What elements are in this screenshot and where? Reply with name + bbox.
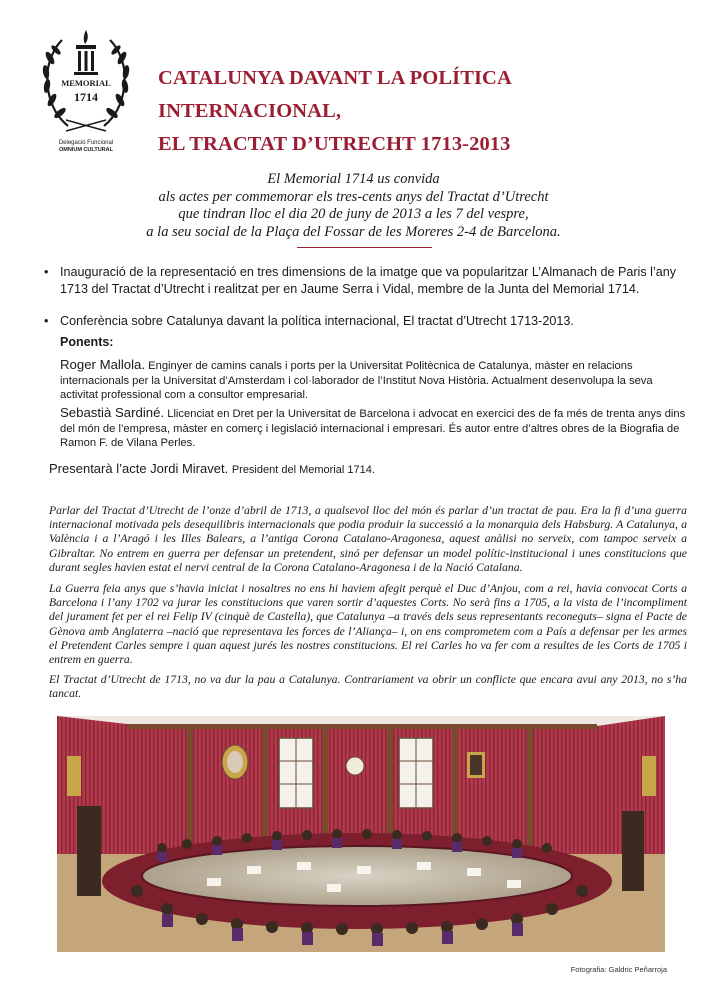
presenter-line — [49, 461, 375, 476]
invitation — [60, 171, 647, 241]
title-line-2: EL TRACTAT D’UTRECHT 1713-2013 — [158, 133, 511, 155]
logo-organization: OMNIUM CULTURAL — [59, 147, 113, 153]
logo-subtitle: Delegació Funcional — [58, 140, 114, 146]
diorama-photo — [57, 716, 665, 952]
memorial-logo — [38, 28, 134, 152]
presenter-text: Presentarà l’acte Jordi Miravet. — [49, 461, 229, 476]
speaker-name: Sebastià Sardiné. — [60, 405, 165, 420]
invitation-line: a la seu social de la Plaça del Fossar de les Moreres 2-4 de Barcelona. — [146, 223, 561, 240]
photo-credit: Fotografia: Galdric Peñarroja — [570, 965, 667, 974]
laurel-wreath-icon — [38, 28, 134, 140]
logo-name: MEMORIAL — [61, 78, 111, 88]
paragraph: La Guerra feia anys que s’havia iniciat i nosaltres no ens hi haviem afegit perquè el Duc d’Anjou, com a rei, havia convocat Corts a Barcelona i l’any 1702 va jurar les constitucions que varen sortir d’aquestes Corts. No serà fins a 1705, a la vista de l’incompliment del jurament fet per el rei Felip IV (cinquè de Castella), que Catalunya –a través dels seus representants reconeguts– signa el Pacte de Gènova amb Anglaterra –nació que representava les forces de l’Aliança– i, on ens comprometem com a País a defensar per les armes el Pretendent Carles sempre i quan aquest jurés les nostres constitucions. El rei Carles ho va fer com a resultes de les Corts de 1705 i entrem en guerra. — [49, 582, 687, 667]
logo-year: 1714 — [74, 90, 98, 104]
list-item — [38, 264, 688, 298]
speaker-bio: Llicenciat en Dret per la Universitat de Barcelona i advocat en exercici des de fa més de trenta anys dins del món de l’empresa, màster en comerç i legislació internacional i empresari. És autor entre d’altres obres de la Biografia de Ramon F. de Vilana Perles. — [60, 408, 686, 450]
speaker-bio: Enginyer de camins canals i ports per la Universitat Politècnica de Catalunya, màster en relacions internacionals per la Universitat d’Amsterdam i col·laborador de l’Institut Nova Història. Actualment desenvolupa la seva activitat professional com a consultor empresarial. — [60, 360, 653, 402]
speaker-name: Roger Mallola. — [60, 357, 146, 372]
presenter-role: President del Memorial 1714. — [231, 464, 375, 476]
treaty-diorama-image — [57, 716, 665, 952]
speaker-entry — [60, 406, 688, 451]
bullet-icon: • — [44, 265, 49, 279]
speaker-entry — [60, 358, 688, 403]
invitation-line: als actes per commemorar els tres-cents anys del Tractat d’Utrecht — [158, 188, 549, 205]
list-item-text: Inauguració de la representació en tres dimensions de la imatge que va popularitzar L’Almanach de Paris l’any 1713 del Tractat d’Utrecht i realitzat per en Jaume Serra i Vidal, membre de la Junta del Memorial 1714. — [60, 265, 677, 296]
paragraph: El Tractat d’Utrecht de 1713, no va dur la pau a Catalunya. Contrariament va obrir un conflicte que encara avui any 2013, no s’ha tancat. — [49, 673, 687, 701]
divider — [297, 247, 432, 248]
title-line-1: CATALUNYA DAVANT LA POLÍTICA INTERNACIONAL, — [158, 67, 511, 122]
speakers-heading: Ponents: — [60, 335, 114, 349]
invitation-line: El Memorial 1714 us convida — [267, 171, 440, 187]
list-item — [38, 313, 688, 330]
bullet-icon: • — [44, 314, 49, 328]
list-item-text: Conferència sobre Catalunya davant la política internacional, El tractat d’Utrecht 1713-2013. — [60, 314, 574, 328]
invitation-line: que tindran lloc el dia 20 de juny de 2013 a les 7 del vespre, — [178, 206, 529, 223]
paragraph: Parlar del Tractat d’Utrecht de l’onze d’abril de 1713, a qualsevol lloc del món és parlar d’un tractat de pau. Era la fi d’una guerra internacional motivada pels desequilibris internacionals que podia produir la successió a la monarquia dels Habsburg. A Catalunya, a València i a l’Aragó i les Illes Balears, a l’antiga Corona Catalano-Aragonesa, aquest anàlisi no serveix, com tampoc serveix a Gibraltar. No entrem en guerra per defensar un pretendent, sinó per defensar un model polític-institucional i unes constitucions que durant segles havien estat el nervi central de la Corona Catalano-Aragonesa i de la Nació Catalana. — [49, 504, 687, 574]
page-title — [158, 62, 678, 161]
